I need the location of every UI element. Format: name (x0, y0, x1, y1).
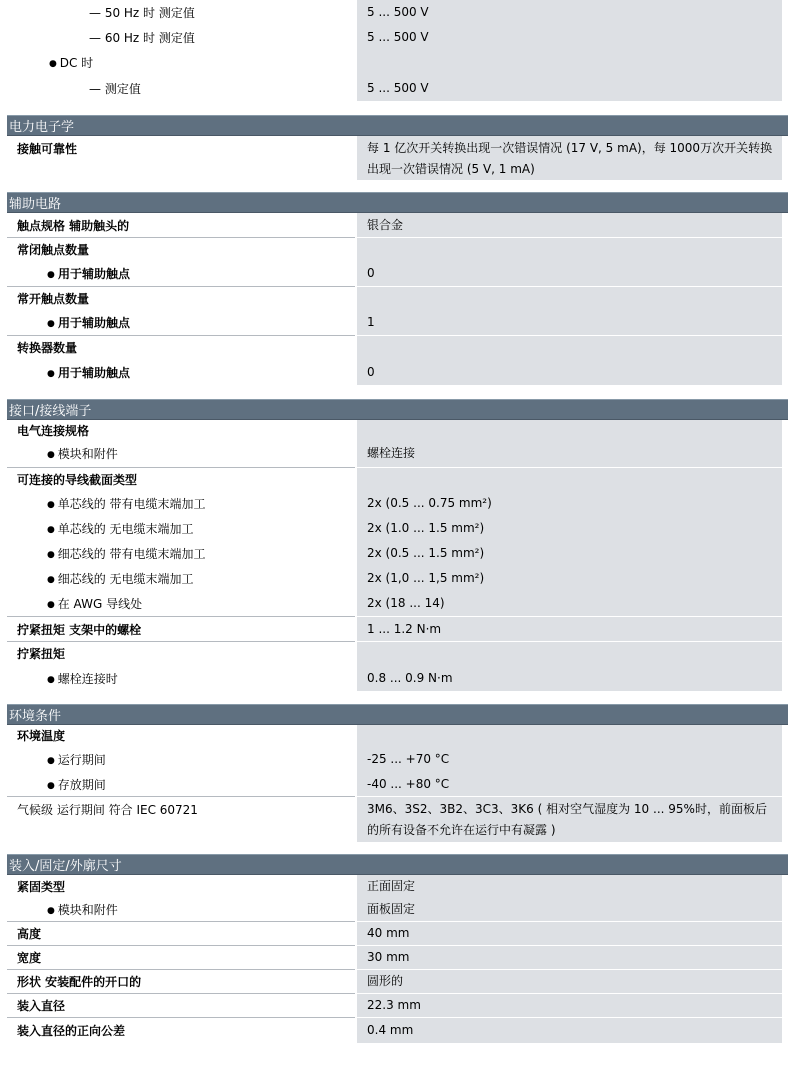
spec-label-cell (7, 75, 355, 101)
spec-label: 装入直径 (17, 999, 66, 1013)
spec-label-cell (7, 797, 355, 842)
spec-row (7, 797, 788, 842)
spec-label-cell (7, 617, 355, 642)
section-title: 电力电子学 (9, 120, 75, 135)
spec-label-cell (7, 516, 355, 541)
spec-label: — 50 Hz 时 测定值 (17, 4, 195, 21)
spec-value-cell (357, 746, 782, 772)
spec-value-cell (357, 875, 782, 897)
spec-value-cell (357, 336, 782, 359)
spec-value: 正面固定 (367, 878, 416, 893)
spec-value: 2x (1.0 ... 1.5 mm²) (367, 521, 485, 535)
section-title: 环境条件 (9, 709, 62, 724)
spec-label-cell (7, 468, 355, 491)
spec-row (7, 136, 788, 180)
spec-label: 常开触点数量 (17, 292, 90, 306)
spec-label-cell (7, 287, 355, 310)
spec-label: 触点规格 辅助触头的 (17, 218, 130, 233)
spec-value-cell (357, 491, 782, 516)
spec-label-cell (7, 897, 355, 922)
spec-label-cell (7, 665, 355, 691)
spec-label: ● 模块和附件 (17, 901, 118, 918)
spec-label: 电气连接规格 (17, 423, 90, 438)
spec-value-cell (357, 946, 782, 970)
spec-label: 常闭触点数量 (17, 243, 90, 257)
spec-label: 可连接的导线截面类型 (17, 473, 138, 487)
spec-value: 2x (18 ... 14) (367, 596, 445, 610)
spec-label-cell (7, 591, 355, 617)
spec-label-cell (7, 491, 355, 516)
section-header-power-electronics (7, 115, 788, 136)
spec-row (7, 970, 788, 994)
spec-label: 宽度 (17, 951, 42, 965)
spec-label: 拧紧扭矩 (17, 647, 66, 661)
spec-label-cell (7, 946, 355, 970)
spec-label: ● 用于辅助触点 (17, 364, 130, 381)
spec-label: — 60 Hz 时 测定值 (17, 29, 195, 46)
spec-row (7, 516, 788, 541)
spec-label-cell (7, 970, 355, 994)
spec-value: 2x (1,0 ... 1,5 mm²) (367, 571, 485, 585)
spec-value-cell (357, 0, 782, 25)
spec-value-cell (357, 359, 782, 385)
spec-label-cell (7, 994, 355, 1018)
section-header-mounting (7, 854, 788, 875)
spec-label-cell (7, 50, 355, 75)
spec-label: 高度 (17, 927, 42, 941)
spec-value-cell (357, 725, 782, 746)
spec-label-cell (7, 261, 355, 287)
spec-value: 螺栓连接 (367, 446, 416, 460)
spec-row (7, 772, 788, 797)
spec-value-cell (357, 897, 782, 922)
spec-label: ● 细芯线的 带有电缆末端加工 (17, 545, 206, 562)
spec-label-cell (7, 359, 355, 385)
spec-label: 拧紧扭矩 支架中的螺栓 (17, 622, 142, 637)
spec-value: 2x (0.5 ... 1.5 mm²) (367, 546, 485, 560)
spec-label: ● 单芯线的 无电缆末端加工 (17, 520, 194, 537)
spec-value-cell (357, 922, 782, 946)
spec-label-cell (7, 875, 355, 897)
spec-label-cell (7, 136, 355, 180)
section-title: 辅助电路 (9, 197, 62, 212)
spec-label-cell (7, 772, 355, 797)
spec-label: ● 运行期间 (17, 751, 106, 768)
spec-label-cell (7, 1018, 355, 1043)
spec-label: 紧固类型 (17, 879, 66, 894)
spec-label-cell (7, 725, 355, 746)
spec-row (7, 238, 788, 261)
section-header-aux-circuit (7, 192, 788, 213)
spec-value: 0 (367, 266, 375, 280)
spec-label-cell (7, 922, 355, 946)
spec-row (7, 897, 788, 922)
spec-row (7, 665, 788, 691)
spec-value-cell (357, 772, 782, 797)
spec-value: 22.3 mm (367, 998, 421, 1012)
spec-value: 1 ... 1.2 N·m (367, 621, 442, 636)
spec-row (7, 50, 788, 75)
spec-value-cell (357, 310, 782, 336)
spec-row (7, 0, 788, 25)
spec-value: 30 mm (367, 950, 410, 964)
spec-label-cell (7, 420, 355, 440)
spec-row (7, 75, 788, 101)
spec-value-cell (357, 797, 782, 842)
spec-value-cell (357, 642, 782, 665)
spec-value-cell (357, 617, 782, 642)
spec-label: 环境温度 (17, 729, 66, 743)
spec-value-cell (357, 541, 782, 566)
spec-row (7, 566, 788, 591)
spec-label-cell (7, 642, 355, 665)
spec-row (7, 746, 788, 772)
spec-row (7, 725, 788, 746)
spec-value: 40 mm (367, 926, 410, 940)
spec-row (7, 642, 788, 665)
spec-value: 3M6、3S2、3B2、3C3、3K6 ( 相对空气湿度为 10 ... 95%时，前面板后的所有设备不允许在运行中有凝露 ) (367, 802, 767, 837)
spec-value-cell (357, 213, 782, 238)
spec-value-cell (357, 970, 782, 994)
section-title: 装入/固定/外廓尺寸 (9, 859, 122, 874)
spec-label: ● 细芯线的 无电缆末端加工 (17, 570, 194, 587)
spec-value: 5 ... 500 V (367, 30, 429, 44)
spec-value-cell (357, 75, 782, 101)
spec-row (7, 922, 788, 946)
spec-value: 1 (367, 315, 375, 329)
spec-label: 接触可靠性 (17, 142, 78, 156)
section-header-environment (7, 704, 788, 725)
spec-row (7, 1018, 788, 1043)
spec-label-cell (7, 213, 355, 238)
spec-label-cell (7, 541, 355, 566)
section-header-interfaces (7, 399, 788, 420)
spec-row (7, 336, 788, 359)
section-title: 接口/接线端子 (9, 404, 92, 419)
spec-value-cell (357, 468, 782, 491)
spec-value-cell (357, 665, 782, 691)
spec-value: 0 (367, 364, 375, 379)
spec-row (7, 468, 788, 491)
spec-row (7, 875, 788, 897)
spec-label-cell (7, 25, 355, 50)
spec-label: — 测定值 (17, 80, 141, 97)
spec-row (7, 946, 788, 970)
spec-label-cell (7, 746, 355, 772)
spec-label: ● 模块和附件 (17, 445, 118, 462)
spec-value: 5 ... 500 V (367, 80, 429, 95)
spec-value-cell (357, 566, 782, 591)
spec-value: 5 ... 500 V (367, 5, 429, 19)
spec-value-cell (357, 261, 782, 287)
spec-value-cell (357, 440, 782, 468)
spec-row (7, 591, 788, 617)
spec-value: 0.8 ... 0.9 N·m (367, 670, 453, 685)
spec-value-cell (357, 25, 782, 50)
spec-row (7, 420, 788, 440)
spec-row (7, 25, 788, 50)
spec-value-cell (357, 420, 782, 440)
spec-row (7, 994, 788, 1018)
spec-label: ● 单芯线的 带有电缆末端加工 (17, 495, 206, 512)
spec-row (7, 491, 788, 516)
spec-row (7, 359, 788, 385)
spec-value: -40 ... +80 °C (367, 776, 450, 791)
spec-label: ● 存放期间 (17, 776, 106, 793)
spec-label: ● 在 AWG 导线处 (17, 595, 142, 612)
spec-label: 转换器数量 (17, 341, 78, 355)
spec-label-cell (7, 440, 355, 468)
spec-value-cell (357, 516, 782, 541)
spec-row (7, 261, 788, 287)
spec-row (7, 213, 788, 238)
spec-label: 气候级 运行期间 符合 IEC 60721 (17, 803, 198, 817)
spec-row (7, 287, 788, 310)
spec-label-cell (7, 310, 355, 336)
spec-row (7, 440, 788, 468)
spec-label-cell (7, 336, 355, 359)
spec-value: 银合金 (367, 217, 404, 232)
spec-label: ● DC 时 (17, 54, 93, 71)
spec-value-cell (357, 136, 782, 180)
spec-row (7, 617, 788, 642)
spec-label-cell (7, 0, 355, 25)
spec-value: 每 1 亿次开关转换出现一次错误情况 (17 V, 5 mA)，每 1000万次开关转换出现一次错误情况 (5 V, 1 mA) (367, 141, 773, 176)
spec-value: 0.4 mm (367, 1023, 414, 1037)
spec-value-cell (357, 1018, 782, 1043)
spec-value: 面板固定 (367, 901, 416, 916)
spec-value-cell (357, 591, 782, 617)
spec-row (7, 541, 788, 566)
spec-label: 装入直径的正向公差 (17, 1024, 126, 1038)
spec-value: 2x (0.5 ... 0.75 mm²) (367, 496, 492, 510)
spec-row (7, 310, 788, 336)
spec-value-cell (357, 238, 782, 261)
spec-label: ● 螺栓连接时 (17, 670, 118, 687)
spec-label: ● 用于辅助触点 (17, 265, 130, 282)
spec-value-cell (357, 50, 782, 75)
spec-label: 形状 安装配件的开口的 (17, 975, 142, 989)
spec-label-cell (7, 238, 355, 261)
spec-value-cell (357, 994, 782, 1018)
spec-label-cell (7, 566, 355, 591)
spec-label: ● 用于辅助触点 (17, 314, 130, 331)
spec-value: -25 ... +70 °C (367, 751, 450, 766)
spec-value-cell (357, 287, 782, 310)
spec-value: 圆形的 (367, 974, 404, 988)
